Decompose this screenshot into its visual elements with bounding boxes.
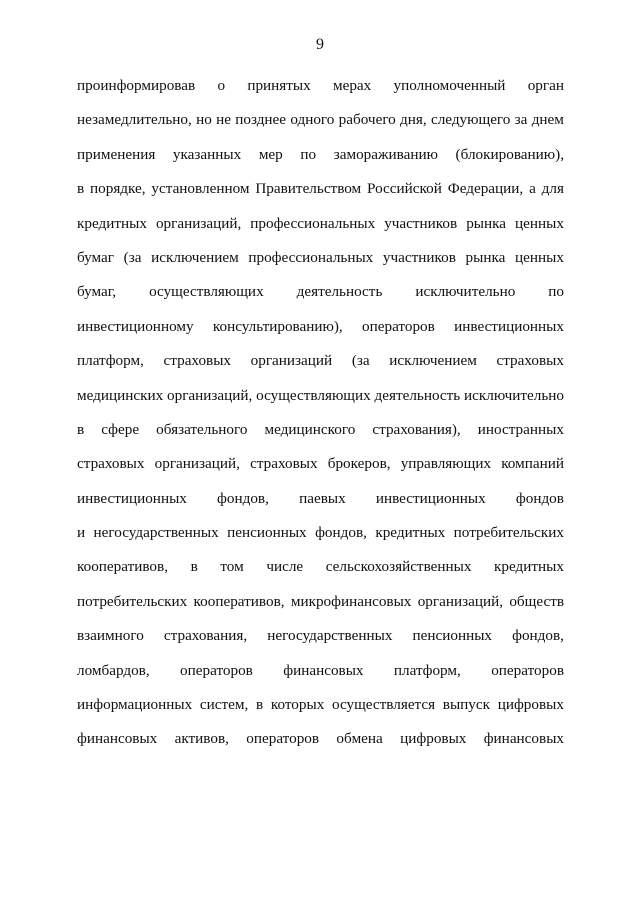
text-line: бумаг, осуществляющих деятельность исключительно по [77, 283, 564, 301]
text-line: проинформировав о принятых мерах уполномоченный орган [77, 77, 564, 94]
text-line: незамедлительно, но не позднее одного рабочего дня, следующего за днем [77, 111, 564, 129]
page-number: 9 [316, 36, 324, 53]
text-line: информационных систем, в которых осуществляется выпуск цифровых [77, 696, 564, 714]
text-line: финансовых активов, операторов обмена цифровых финансовых [77, 730, 564, 748]
text-line: инвестиционных фондов, паевых инвестиционных фондов [77, 489, 564, 507]
text-line: взаимного страхования, негосударственных пенсионных фондов, [77, 627, 564, 645]
text-line: медицинских организаций, осуществляющих деятельность исключительно [77, 386, 564, 404]
text-line: платформ, страховых организаций (за исключением страховых [77, 352, 564, 370]
text-line: в сфере обязательного медицинского страхования), иностранных [77, 420, 564, 438]
text-line: ломбардов, операторов финансовых платформ, операторов [77, 661, 564, 679]
text-line: и негосударственных пенсионных фондов, кредитных потребительских [77, 524, 564, 542]
body-text [77, 76, 564, 764]
text-line: бумаг (за исключением профессиональных участников рынка ценных [77, 248, 564, 266]
text-line: применения указанных мер по замораживанию (блокированию), [77, 145, 564, 163]
text-line: инвестиционному консультированию), операторов инвестиционных [77, 317, 564, 335]
text-line: страховых организаций, страховых брокеров, управляющих компаний [77, 455, 564, 473]
text-line: кооперативов, в том числе сельскохозяйственных кредитных [77, 558, 564, 576]
text-line: в порядке, установленном Правительством Российской Федерации, а для [77, 180, 564, 198]
text-line: потребительских кооперативов, микрофинансовых организаций, обществ [77, 592, 564, 610]
text-line: кредитных организаций, профессиональных участников рынка ценных [77, 214, 564, 232]
